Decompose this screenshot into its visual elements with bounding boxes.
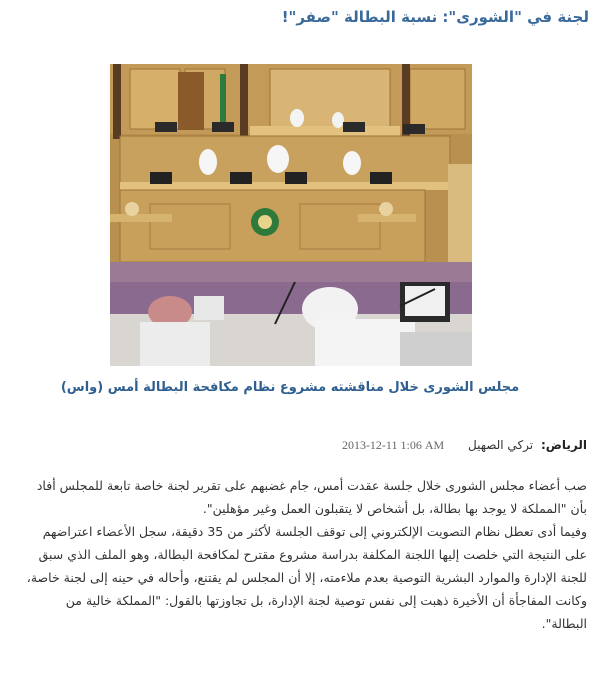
article-byline	[27, 438, 587, 453]
author-name: تركي الصهيل	[467, 438, 534, 452]
shura-council-photo	[110, 64, 472, 366]
article-headline: لجنة في "الشورى": نسبة البطالة "صفر"!	[281, 8, 589, 26]
publish-date: 2013-12-11 1:06 AM	[341, 438, 445, 452]
article-photo	[110, 64, 472, 366]
dateline-city: الرياض:	[540, 438, 587, 452]
body-paragraph: وفيما أدى تعطل نظام التصويت الإلكتروني إلى توقف الجلسة لأكثر من 35 دقيقة، سجل الأعضاء اعتراضهم على النتيجة التي خلصت إليها اللجنة المكلفة بدراسة مشروع مقترح لمكافحة البطالة، وهو الملف الذي سبق للجنة الإدارة والموارد البشرية التوصية بعدم ملاءمته، إلا أن المجلس لم يقتنع، وأحاله في حينه إلى لجنة خاصة، وكانت المفاجأة أن الأخيرة ذهبت إلى نفس توصية لجنة الإدارة، بل تجاوزتها بالقول: "المملكة خالية من البطالة".	[26, 524, 587, 631]
article-body	[22, 474, 587, 635]
photo-caption: مجلس الشورى خلال مناقشته مشروع نظام مكافحة البطالة أمس (واس)	[60, 380, 520, 395]
body-paragraph: صب أعضاء مجلس الشورى خلال جلسة عقدت أمس، جام غضبهم على تقرير لجنة خاصة تابعة للمجلس أفاد بأن "المملكة لا يوجد بها بطالة، بل أشخاص لا يتقبلون العمل وغير مؤهلين".	[36, 478, 587, 516]
